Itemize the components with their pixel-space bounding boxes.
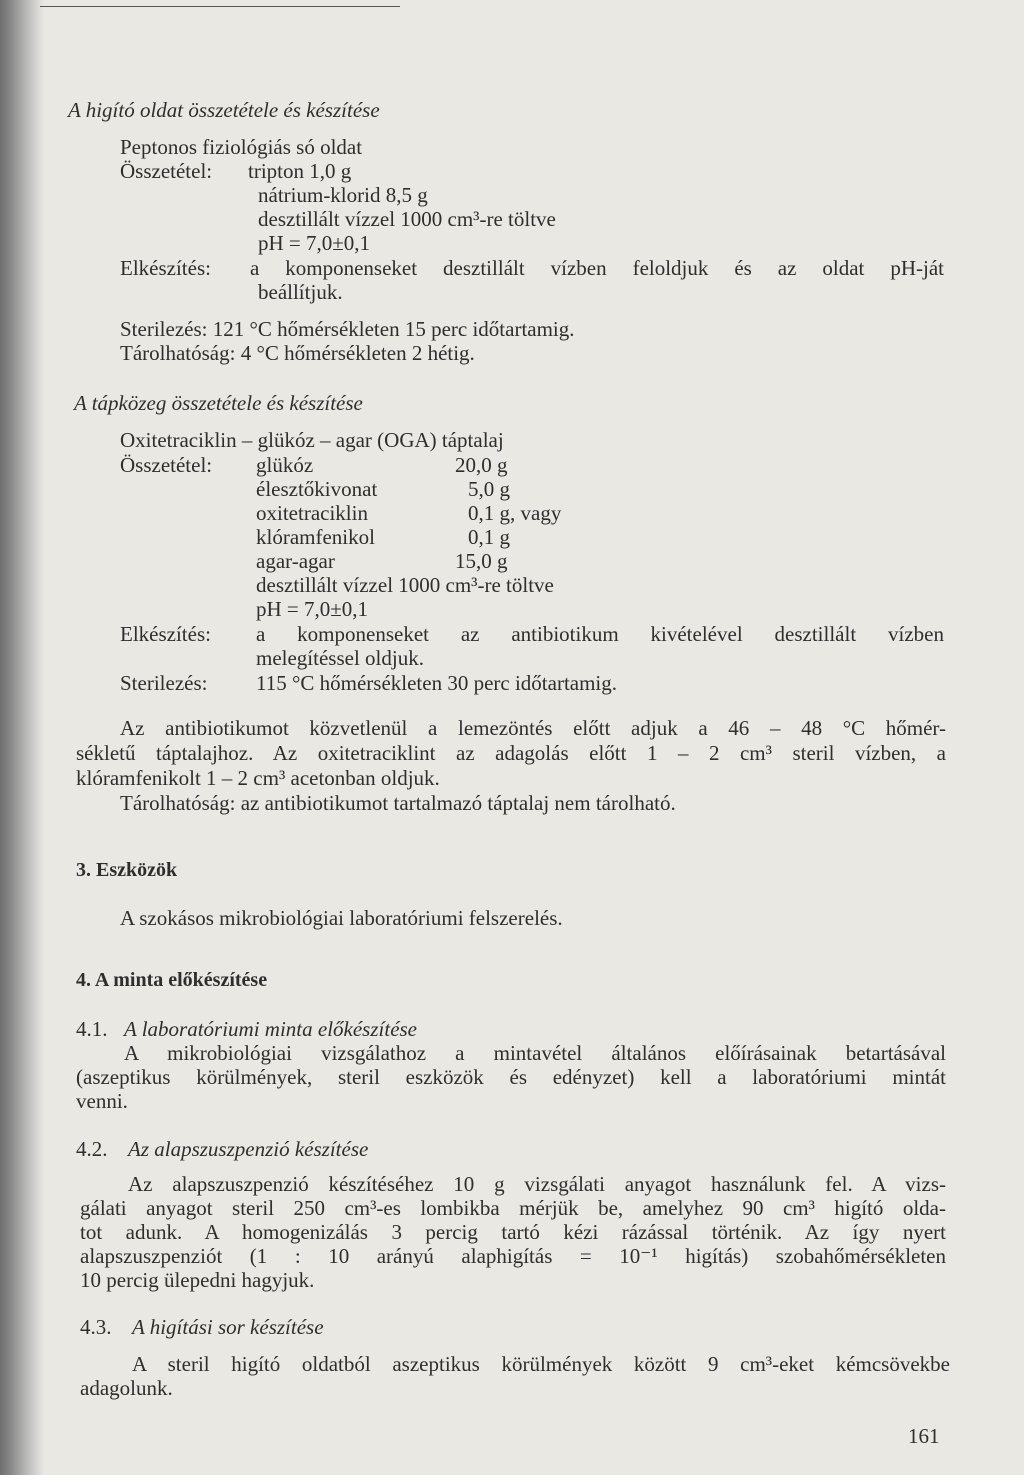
paragraph-line: venni.: [76, 1089, 128, 1113]
paragraph-line: 10 percig ülepedni hagyjuk.: [80, 1268, 315, 1292]
ingredient-name: agar-agar: [256, 549, 335, 573]
ph-line: pH = 7,0±0,1: [256, 597, 369, 621]
ingredient-name: glükóz: [256, 453, 314, 477]
ingredient-name: oxitetraciklin: [256, 501, 368, 525]
paragraph-line: alapszuszpenziót (1 : 10 arányú alaphigítás = 10⁻¹ higítás) szobahőmérsékleten: [80, 1244, 946, 1268]
diluent-name: Peptonos fiziológiás só oldat: [120, 135, 363, 159]
preparation-text: beállítjuk.: [258, 280, 343, 304]
medium-name: Oxitetraciklin – glükóz – agar (OGA) táptalaj: [120, 428, 504, 452]
preparation-label: Elkészítés:: [120, 622, 211, 646]
composition-label: Összetétel:: [120, 159, 213, 183]
section-title-medium: A tápközeg összetétele és készítése: [74, 391, 363, 415]
tools-text: A szokásos mikrobiológiai laboratóriumi felszerelés.: [120, 906, 563, 930]
section-heading-sample-prep: 4. A minta előkészítése: [76, 969, 268, 991]
fill-line: desztillált vízzel 1000 cm³-re töltve: [256, 573, 554, 597]
section-title-diluent: A higító oldat összetétele és készítése: [68, 98, 380, 122]
ingredient-amount: 0,1 g, vagy: [468, 501, 562, 525]
ingredient-name: klóramfenikol: [256, 525, 375, 549]
composition-line: desztillált vízzel 1000 cm³-re töltve: [258, 207, 556, 231]
composition-label: Összetétel:: [120, 453, 213, 477]
sterilization-text: 115 °C hőmérsékleten 30 perc időtartamig.: [256, 671, 618, 695]
paragraph-line: (aszeptikus körülmények, steril eszközök és edényzet) kell a laboratóriumi mintát: [76, 1065, 946, 1089]
subsection-title: A higítási sor készítése: [132, 1315, 324, 1339]
note-paragraph-line: Az antibiotikumot közvetlenül a lemezöntés előtt adjuk a 46 – 48 °C hőmér-: [120, 716, 946, 740]
subsection-number: 4.2.: [76, 1137, 108, 1161]
paragraph-line: adagolunk.: [80, 1376, 173, 1400]
sterilization-label: Sterilezés:: [120, 671, 208, 695]
section-heading-tools: 3. Eszközök: [76, 859, 178, 881]
subsection-title: Az alapszuszpenzió készítése: [128, 1137, 369, 1161]
subsection-number: 4.3.: [80, 1315, 112, 1339]
subsection-title: A laboratóriumi minta előkészítése: [124, 1017, 418, 1041]
preparation-text: a komponenseket desztillált vízben feloldjuk és az oldat pH-ját: [250, 256, 944, 280]
subsection-number: 4.1.: [76, 1017, 108, 1041]
sterilization-line: Sterilezés: 121 °C hőmérsékleten 15 perc időtartamig.: [120, 317, 575, 341]
ingredient-name: élesztőkivonat: [256, 477, 378, 501]
paragraph-line: A steril higító oldatból aszeptikus körülmények között 9 cm³-eket kémcsövekbe: [132, 1352, 950, 1376]
book-binding-shadow: [0, 0, 44, 1475]
paragraph-line: gálati anyagot steril 250 cm³-es lombikba mérjük be, amelyhez 90 cm³ higító olda-: [80, 1196, 946, 1220]
storage-line: Tárolhatóság: 4 °C hőmérsékleten 2 hétig.: [120, 341, 475, 365]
note-paragraph-line: sékletű táptalajhoz. Az oxitetraciklint az adagolás előtt 1 – 2 cm³ steril vízben, a: [76, 741, 946, 765]
top-edge-line: [40, 6, 400, 7]
note-paragraph-line: klóramfenikolt 1 – 2 cm³ acetonban oldjuk.: [76, 766, 440, 790]
ingredient-amount: 15,0 g: [455, 549, 508, 573]
storage-line: Tárolhatóság: az antibiotikumot tartalmazó táptalaj nem tárolható.: [120, 791, 676, 815]
paragraph-line: Az alapszuszpenzió készítéséhez 10 g vizsgálati anyagot használunk fel. A vizs-: [128, 1172, 946, 1196]
page-number: 161: [908, 1424, 940, 1448]
paragraph-line: A mikrobiológiai vizsgálathoz a mintavétel általános előírásainak betartásával: [124, 1041, 946, 1065]
paragraph-line: tot adunk. A homogenizálás 3 percig tartó kézi rázással történik. Az így nyert: [80, 1220, 946, 1244]
ingredient-amount: 0,1 g: [468, 525, 510, 549]
preparation-label: Elkészítés:: [120, 256, 211, 280]
composition-line: nátrium-klorid 8,5 g: [258, 183, 428, 207]
ingredient-amount: 20,0 g: [455, 453, 508, 477]
composition-line: pH = 7,0±0,1: [258, 231, 371, 255]
preparation-text: a komponenseket az antibiotikum kivételével desztillált vízben: [256, 622, 944, 646]
composition-line: tripton 1,0 g: [248, 159, 352, 183]
ingredient-amount: 5,0 g: [468, 477, 510, 501]
preparation-text: melegítéssel oldjuk.: [256, 646, 424, 670]
